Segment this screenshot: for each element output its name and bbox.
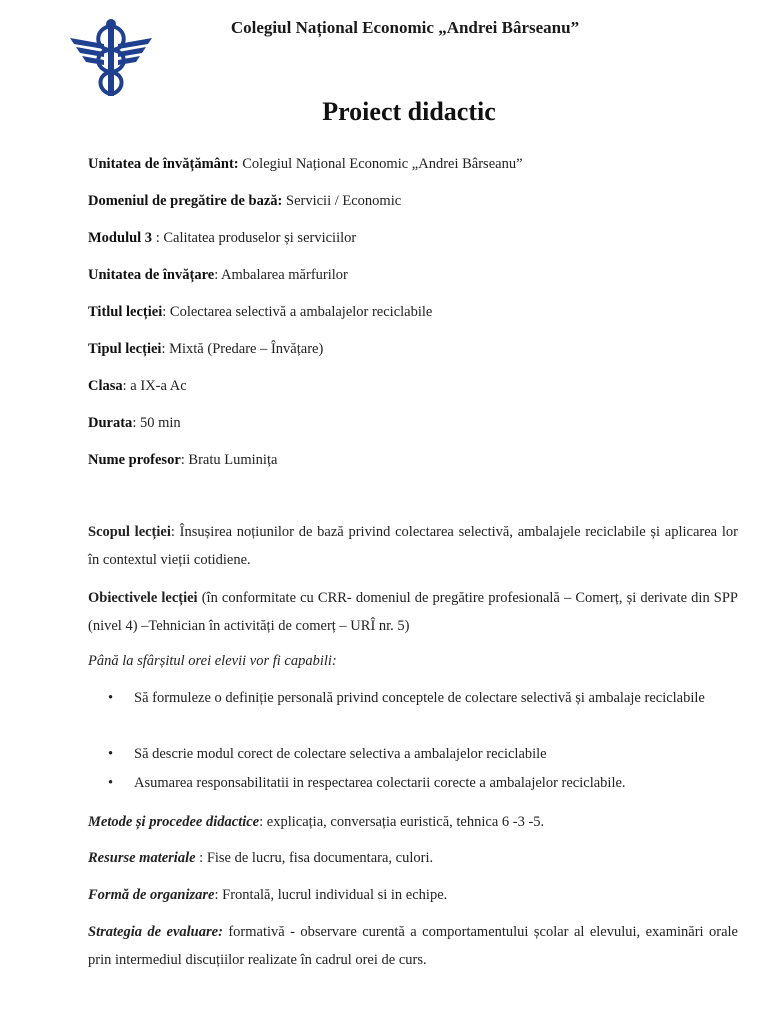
field-unitatea-invatare — [88, 266, 738, 284]
objectives-label: Obiectivele lecției — [88, 590, 198, 606]
methods-label: Metode și procedee didactice — [88, 814, 260, 830]
field-label: Domeniul de pregătire de bază: — [88, 193, 283, 209]
objective-text: Să formuleze o definiție personală privind conceptele de colectare selectivă și ambalaje reciclabile — [134, 690, 705, 706]
field-value: Servicii / Economic — [282, 193, 402, 209]
evaluation-strategy — [88, 918, 738, 974]
objective-text: Asumarea responsabilitatii in respectarea colectarii corecte a ambalajelor reciclabile. — [134, 775, 626, 791]
bullet-icon: • — [108, 690, 114, 706]
lesson-objectives — [88, 584, 738, 640]
objectives-intro: Până la sfârșitul orei elevii vor fi capabili: — [88, 653, 337, 669]
evaluation-label: Strategia de evaluare: — [88, 924, 223, 940]
objective-item — [108, 740, 738, 768]
scope-value: : Însușirea noțiunilor de bază privind colectarea selectivă, ambalajele reciclabile și aplicarea lor în contextul vieții cotidiene. — [88, 524, 738, 568]
resources-label: Resurse materiale — [88, 850, 196, 866]
field-value: : Mixtă (Predare – Învățare) — [161, 341, 324, 357]
field-value: : 50 min — [132, 415, 181, 431]
field-label: Durata — [88, 415, 133, 431]
objective-item — [108, 769, 738, 797]
field-domeniul — [88, 192, 738, 210]
field-tipul-lectiei — [88, 340, 738, 358]
field-value: : Ambalarea mărfurilor — [214, 267, 348, 283]
page-title: Proiect didactic — [322, 97, 496, 126]
resources-value: : Fise de lucru, fisa documentara, culori. — [195, 850, 434, 866]
field-value: : Bratu Luminița — [180, 452, 278, 468]
field-value: : a IX-a Ac — [122, 378, 187, 394]
evaluation-value: formativă - observare curentă a comportamentului școlar al elevului, examinări orale prin intermediul discuțiilor realizate în cadrul orei de curs. — [88, 924, 738, 968]
field-durata — [88, 414, 738, 432]
objectives-value: (în conformitate cu CRR- domeniul de pregătire profesională – Comerț, și derivate din SPP (nivel 4) –Tehnician în activități de comerț – URÎ nr. 5) — [88, 590, 738, 634]
field-value: : Calitatea produselor și serviciilor — [152, 230, 357, 246]
field-label: Nume profesor — [88, 452, 181, 468]
organization-value: : Frontală, lucrul individual si in echipe. — [214, 887, 448, 903]
field-label: Clasa — [88, 378, 123, 394]
field-clasa — [88, 377, 738, 395]
bullet-icon: • — [108, 746, 114, 762]
field-value: Colegiul Național Economic „Andrei Bârseanu” — [238, 156, 523, 172]
field-titlul-lectiei — [88, 303, 738, 321]
school-logo — [66, 16, 156, 100]
field-label: Titlul lecției — [88, 304, 163, 320]
field-modulul — [88, 229, 738, 247]
organization-form — [88, 881, 738, 909]
field-label: Tipul lecției — [88, 341, 162, 357]
bullet-icon: • — [108, 775, 114, 791]
teaching-methods — [88, 808, 738, 836]
organization-label: Formă de organizare — [88, 887, 215, 903]
field-label: Modulul 3 — [88, 230, 153, 246]
school-name: Colegiul Național Economic „Andrei Bârseanu” — [230, 18, 580, 37]
field-nume-profesor — [88, 451, 738, 469]
scope-label: Scopul lecției — [88, 524, 171, 540]
lesson-scope — [88, 518, 738, 574]
field-label: Unitatea de învățământ: — [88, 156, 239, 172]
field-label: Unitatea de învățare — [88, 267, 215, 283]
material-resources — [88, 844, 738, 872]
objective-text: Să descrie modul corect de colectare selectiva a ambalajelor reciclabile — [134, 746, 547, 762]
field-unitatea-invatamant — [88, 155, 738, 173]
methods-value: : explicația, conversația euristică, tehnica 6 -3 -5. — [259, 814, 545, 830]
field-value: : Colectarea selectivă a ambalajelor reciclabile — [162, 304, 433, 320]
objective-item — [108, 684, 738, 712]
